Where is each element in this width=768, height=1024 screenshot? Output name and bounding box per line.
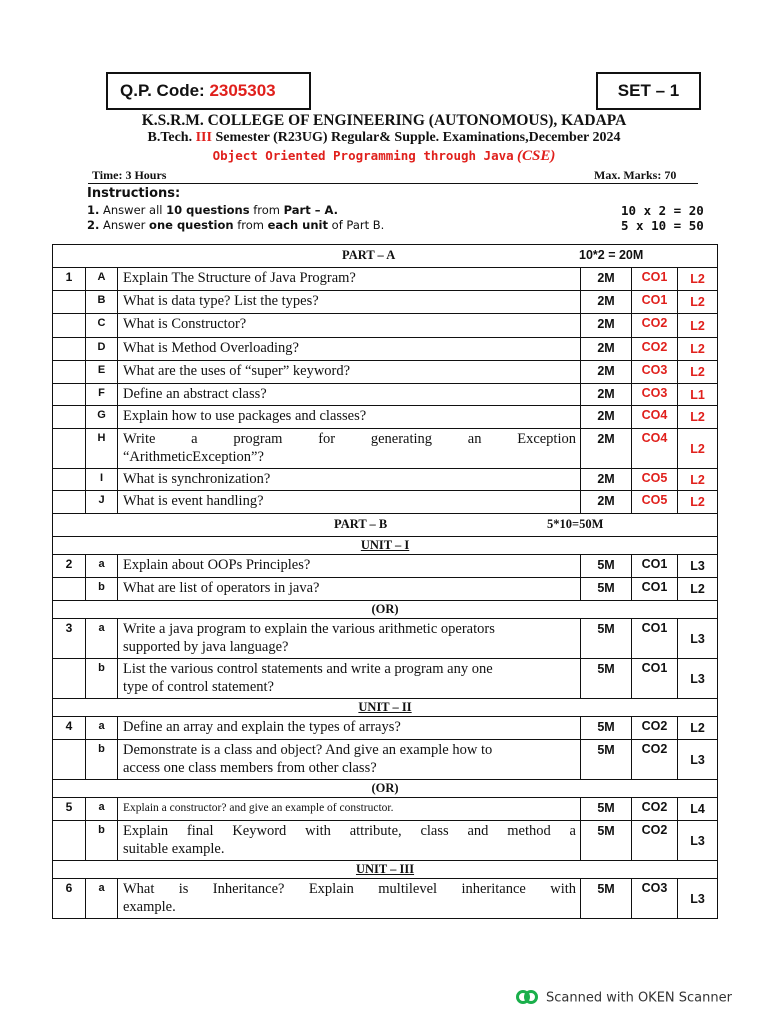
question-letter: b <box>86 821 118 861</box>
part-b-header <box>53 514 718 537</box>
part-a-header <box>53 245 718 268</box>
question-text: What are the uses of “super” keyword? <box>118 361 581 384</box>
qp-code-value: 2305303 <box>209 81 276 100</box>
instruction-text: from <box>253 203 281 217</box>
or-label: (OR) <box>53 601 718 619</box>
scanner-text: Scanned with OKEN Scanner <box>546 990 732 1006</box>
question-level: L2 <box>678 469 718 491</box>
question-letter: H <box>86 429 118 469</box>
empty-cell <box>53 821 86 861</box>
question-text-line: Demonstrate is a class and object? And give an example how to <box>123 742 493 758</box>
question-table <box>52 244 718 919</box>
question-text <box>118 429 581 469</box>
part-a-marks: 10*2 = 20M <box>579 248 644 262</box>
question-co: CO1 <box>632 268 678 291</box>
question-text <box>118 659 581 699</box>
time-label: Time: 3 Hours <box>92 168 167 182</box>
empty-cell <box>53 361 86 384</box>
question-marks: 2M <box>581 268 632 291</box>
instruction-1-calc: 10 x 2 = 20 <box>621 203 704 218</box>
unit-row <box>53 861 718 879</box>
table-row <box>53 717 718 740</box>
question-level: L3 <box>678 821 718 861</box>
question-letter: E <box>86 361 118 384</box>
exam-semester: III <box>195 130 212 145</box>
question-co: CO5 <box>632 491 678 514</box>
question-letter: A <box>86 268 118 291</box>
table-row <box>53 469 718 491</box>
question-text: Explain The Structure of Java Program? <box>118 268 581 291</box>
question-level: L2 <box>678 491 718 514</box>
question-marks: 5M <box>581 798 632 821</box>
question-letter: G <box>86 406 118 429</box>
question-text-line: “ArithmeticException”? <box>123 449 264 465</box>
oken-logo-icon <box>516 990 538 1006</box>
question-marks: 2M <box>581 291 632 314</box>
question-co: CO3 <box>632 361 678 384</box>
question-level: L2 <box>678 268 718 291</box>
instructions-title: Instructions: <box>87 186 181 201</box>
question-level: L1 <box>678 384 718 406</box>
subject-title <box>0 148 768 165</box>
empty-cell <box>53 491 86 514</box>
question-number: 4 <box>53 717 86 740</box>
question-text-line: Write a program for generating an Exception <box>123 431 576 447</box>
question-level: L3 <box>678 740 718 780</box>
question-text: Explain a constructor? and give an example of constructor. <box>118 798 581 821</box>
question-co: CO1 <box>632 578 678 601</box>
instruction-bold: Part – A. <box>283 203 338 217</box>
table-row <box>53 555 718 578</box>
table-row <box>53 268 718 291</box>
question-letter: b <box>86 659 118 699</box>
question-text: What is Constructor? <box>118 314 581 338</box>
table-row <box>53 361 718 384</box>
empty-cell <box>53 469 86 491</box>
question-level: L3 <box>678 659 718 699</box>
question-marks: 2M <box>581 384 632 406</box>
question-letter: a <box>86 717 118 740</box>
question-level: L2 <box>678 406 718 429</box>
question-text: What is event handling? <box>118 491 581 514</box>
exam-suffix: Semester (R23UG) Regular& Supple. Examinations,December 2024 <box>215 130 621 145</box>
table-row <box>53 338 718 361</box>
table-row <box>53 879 718 919</box>
question-co: CO2 <box>632 338 678 361</box>
question-co: CO4 <box>632 429 678 469</box>
table-row <box>53 821 718 861</box>
question-letter: C <box>86 314 118 338</box>
question-level: L3 <box>678 619 718 659</box>
qp-code-label: Q.P. Code: <box>120 81 205 100</box>
table-row <box>53 740 718 780</box>
question-text-line: Explain final Keyword with attribute, class and method a <box>123 823 576 839</box>
question-marks: 5M <box>581 555 632 578</box>
empty-cell <box>53 659 86 699</box>
question-co: CO3 <box>632 384 678 406</box>
question-co: CO2 <box>632 821 678 861</box>
instruction-text: from <box>237 218 264 232</box>
table-row <box>53 291 718 314</box>
instruction-num: 1. <box>87 203 100 217</box>
question-text-line: What is Inheritance? Explain multilevel inheritance with <box>123 881 576 897</box>
table-row <box>53 384 718 406</box>
instruction-num: 2. <box>87 218 100 232</box>
question-co: CO1 <box>632 291 678 314</box>
question-co: CO2 <box>632 798 678 821</box>
empty-cell <box>53 429 86 469</box>
instruction-text: of Part B. <box>331 218 385 232</box>
qp-code-box <box>106 72 311 110</box>
empty-cell <box>53 578 86 601</box>
question-co: CO1 <box>632 659 678 699</box>
question-letter: b <box>86 578 118 601</box>
question-marks: 5M <box>581 659 632 699</box>
table-row <box>53 314 718 338</box>
question-marks: 2M <box>581 338 632 361</box>
table-row <box>53 798 718 821</box>
question-level: L2 <box>678 578 718 601</box>
question-marks: 2M <box>581 429 632 469</box>
question-text: What is data type? List the types? <box>118 291 581 314</box>
question-level: L3 <box>678 555 718 578</box>
unit-row <box>53 699 718 717</box>
question-level: L2 <box>678 361 718 384</box>
empty-cell <box>53 406 86 429</box>
question-co: CO1 <box>632 555 678 578</box>
question-marks: 5M <box>581 821 632 861</box>
question-co: CO3 <box>632 879 678 919</box>
question-number: 5 <box>53 798 86 821</box>
question-level: L2 <box>678 291 718 314</box>
question-letter: a <box>86 798 118 821</box>
question-marks: 5M <box>581 619 632 659</box>
question-co: CO4 <box>632 406 678 429</box>
instruction-1 <box>87 203 338 217</box>
question-text <box>118 879 581 919</box>
question-number: 2 <box>53 555 86 578</box>
or-row <box>53 601 718 619</box>
question-text-line: example. <box>123 899 176 915</box>
exam-title <box>0 130 768 146</box>
question-co: CO2 <box>632 314 678 338</box>
part-b-title: PART – B <box>334 517 388 531</box>
question-marks: 2M <box>581 406 632 429</box>
question-text: Define an array and explain the types of arrays? <box>118 717 581 740</box>
set-box <box>596 72 701 110</box>
question-marks: 2M <box>581 314 632 338</box>
question-letter: J <box>86 491 118 514</box>
question-text <box>118 821 581 861</box>
part-b-header-row <box>53 514 718 537</box>
question-marks: 5M <box>581 578 632 601</box>
subject-name: Object Oriented Programming through Java <box>212 148 514 163</box>
question-number: 3 <box>53 619 86 659</box>
question-marks: 2M <box>581 469 632 491</box>
question-text <box>118 619 581 659</box>
scanner-watermark <box>516 990 732 1006</box>
question-letter: I <box>86 469 118 491</box>
question-text-line: Write a java program to explain the various arithmetic operators <box>123 621 495 637</box>
question-text: Explain about OOPs Principles? <box>118 555 581 578</box>
part-a-header-row <box>53 245 718 268</box>
college-name: K.S.R.M. COLLEGE OF ENGINEERING (AUTONOMOUS), KADAPA <box>141 112 627 129</box>
instruction-text: Answer <box>103 218 146 232</box>
exam-prefix: B.Tech. <box>147 130 193 145</box>
question-co: CO2 <box>632 717 678 740</box>
table-row <box>53 619 718 659</box>
instruction-text: Answer all <box>103 203 163 217</box>
part-b-marks: 5*10=50M <box>547 517 604 531</box>
table-row <box>53 659 718 699</box>
question-level: L3 <box>678 879 718 919</box>
question-text-line: access one class members from other class? <box>123 760 377 776</box>
question-level: L4 <box>678 798 718 821</box>
empty-cell <box>53 740 86 780</box>
or-label: (OR) <box>53 780 718 798</box>
question-co: CO2 <box>632 740 678 780</box>
or-row <box>53 780 718 798</box>
question-level: L2 <box>678 338 718 361</box>
question-co: CO5 <box>632 469 678 491</box>
question-letter: b <box>86 740 118 780</box>
branch: (CSE) <box>517 148 556 164</box>
question-text-line: type of control statement? <box>123 679 274 695</box>
question-letter: B <box>86 291 118 314</box>
instruction-bold: 10 questions <box>166 203 250 217</box>
instruction-bold: each unit <box>267 218 328 232</box>
question-text <box>118 740 581 780</box>
question-text: Define an abstract class? <box>118 384 581 406</box>
question-text-line: List the various control statements and write a program any one <box>123 661 493 677</box>
unit-row <box>53 537 718 555</box>
unit-2-heading: UNIT – II <box>53 699 718 717</box>
question-text: What are list of operators in java? <box>118 578 581 601</box>
unit-3-heading: UNIT – III <box>53 861 718 879</box>
question-text: What is Method Overloading? <box>118 338 581 361</box>
part-a-title: PART – A <box>342 248 396 262</box>
question-level: L2 <box>678 717 718 740</box>
table-row <box>53 578 718 601</box>
table-row <box>53 406 718 429</box>
table-row <box>53 429 718 469</box>
question-letter: D <box>86 338 118 361</box>
question-letter: a <box>86 879 118 919</box>
question-marks: 5M <box>581 879 632 919</box>
question-text: What is synchronization? <box>118 469 581 491</box>
question-marks: 2M <box>581 361 632 384</box>
question-marks: 2M <box>581 491 632 514</box>
empty-cell <box>53 291 86 314</box>
empty-cell <box>53 384 86 406</box>
instruction-bold: one question <box>149 218 234 232</box>
question-co: CO1 <box>632 619 678 659</box>
empty-cell <box>53 314 86 338</box>
question-text: Explain how to use packages and classes? <box>118 406 581 429</box>
question-marks: 5M <box>581 740 632 780</box>
instruction-2-calc: 5 x 10 = 50 <box>621 218 704 233</box>
question-letter: F <box>86 384 118 406</box>
set-label: SET – 1 <box>617 81 680 100</box>
question-letter: a <box>86 619 118 659</box>
question-letter: a <box>86 555 118 578</box>
question-marks: 5M <box>581 717 632 740</box>
max-marks-label: Max. Marks: 70 <box>594 168 677 182</box>
unit-1-heading: UNIT – I <box>53 537 718 555</box>
question-text-line: suitable example. <box>123 841 225 857</box>
instruction-2 <box>87 218 384 232</box>
table-row <box>53 491 718 514</box>
question-level: L2 <box>678 314 718 338</box>
question-level: L2 <box>678 429 718 469</box>
empty-cell <box>53 338 86 361</box>
header-rule <box>88 183 698 184</box>
question-text-line: supported by java language? <box>123 639 289 655</box>
question-number: 1 <box>53 268 86 291</box>
question-number: 6 <box>53 879 86 919</box>
